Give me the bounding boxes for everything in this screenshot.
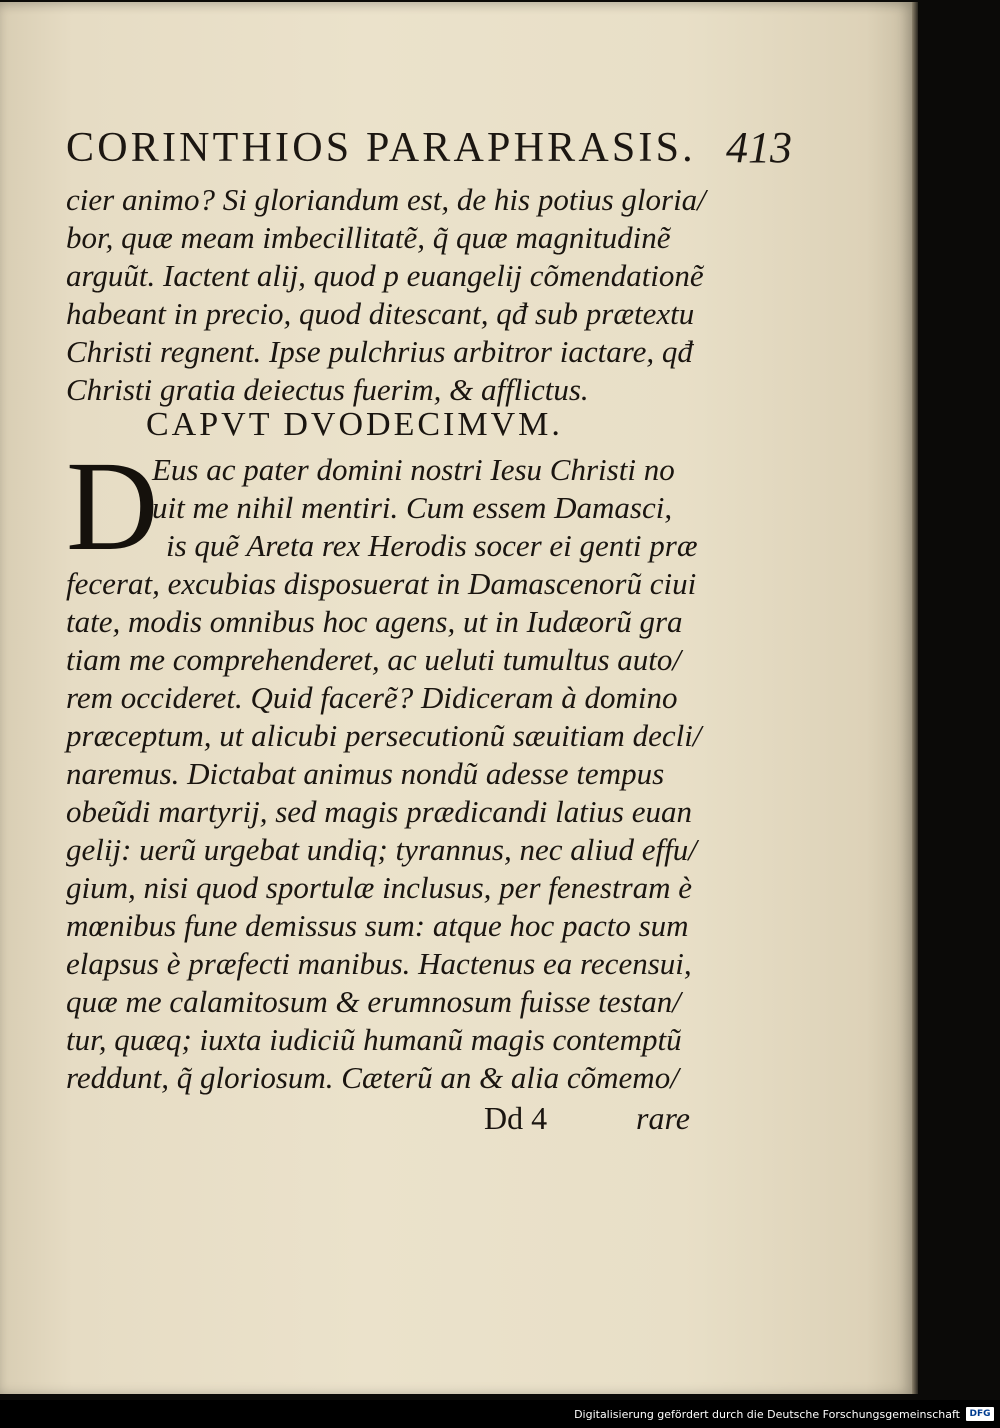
text-line: habeant in precio, quod ditescant, qđ sub prætextu — [66, 296, 695, 331]
text-line: quæ me calamitosum & erumnosum fuisse testan/ — [66, 984, 681, 1019]
text-line: rem occideret. Quid facerẽ? Didiceram à domino — [66, 680, 678, 715]
page-header — [66, 118, 792, 174]
catchword: rare — [636, 1100, 690, 1136]
text-line: uit me nihil mentiri. Cum essem Damasci, — [152, 490, 673, 525]
text-line: gium, nisi quod sportulæ inclusus, per fenestram è — [66, 870, 693, 905]
funding-bar — [0, 1400, 1000, 1428]
page-edge-shadow — [912, 2, 918, 1394]
text-line: fecerat, excubias disposuerat in Damascenorũ ciui — [66, 566, 697, 601]
text-line: arguũt. Iactent alij, quod p euangelij cõmendationẽ — [66, 258, 704, 293]
chapter-heading: CAPVT DVODECIMVM. — [146, 406, 563, 443]
signature-mark: Dd 4 — [484, 1100, 548, 1136]
text-line: tate, modis omnibus hoc agens, ut in Iudæorũ gra — [66, 604, 683, 639]
text-line: tur, quæq; iuxta iudiciũ humanũ magis contemptũ — [66, 1022, 682, 1057]
dfg-logo: DFG — [966, 1407, 994, 1421]
text-line: obeũdi martyrij, sed magis prædicandi latius euan — [66, 794, 693, 829]
text-line: gelij: uerũ urgebat undiq; tyrannus, nec aliud effu/ — [66, 832, 697, 867]
text-line: cier animo? Si gloriandum est, de his potius gloria/ — [66, 182, 706, 217]
page-footer — [478, 1100, 718, 1140]
drop-cap-initial: D — [66, 435, 159, 577]
text-line: Christi gratia deiectus fuerim, & afflictus. — [66, 372, 589, 407]
text-line: mœnibus fune demissus sum: atque hoc pacto sum — [66, 908, 689, 943]
text-line: præceptum, ut alicubi persecutionũ sæuitiam decli/ — [66, 718, 702, 753]
text-line: is quẽ Areta rex Herodis socer ei genti præ — [166, 528, 698, 563]
page-number: 413 — [726, 123, 792, 172]
text-line: naremus. Dictabat animus nondũ adesse tempus — [66, 756, 665, 791]
text-line: reddunt, q̃ gloriosum. Cæterũ an & alia cõmemo/ — [66, 1060, 679, 1095]
text-line: Eus ac pater domini nostri Iesu Christi no — [152, 452, 675, 487]
running-title: CORINTHIOS PARAPHRASIS. — [66, 125, 696, 171]
text-line: bor, quæ meam imbecillitatẽ, q̃ quæ magnitudinẽ — [66, 220, 671, 255]
text-line: tiam me comprehenderet, ac ueluti tumultus auto/ — [66, 642, 682, 677]
funding-notice: Digitalisierung gefördert durch die Deutsche Forschungsgemeinschaft — [574, 1408, 960, 1421]
text-line: elapsus è præfecti manibus. Hactenus ea recensui, — [66, 946, 692, 981]
text-line: Christi regnent. Ipse pulchrius arbitror iactare, qđ — [66, 334, 693, 369]
